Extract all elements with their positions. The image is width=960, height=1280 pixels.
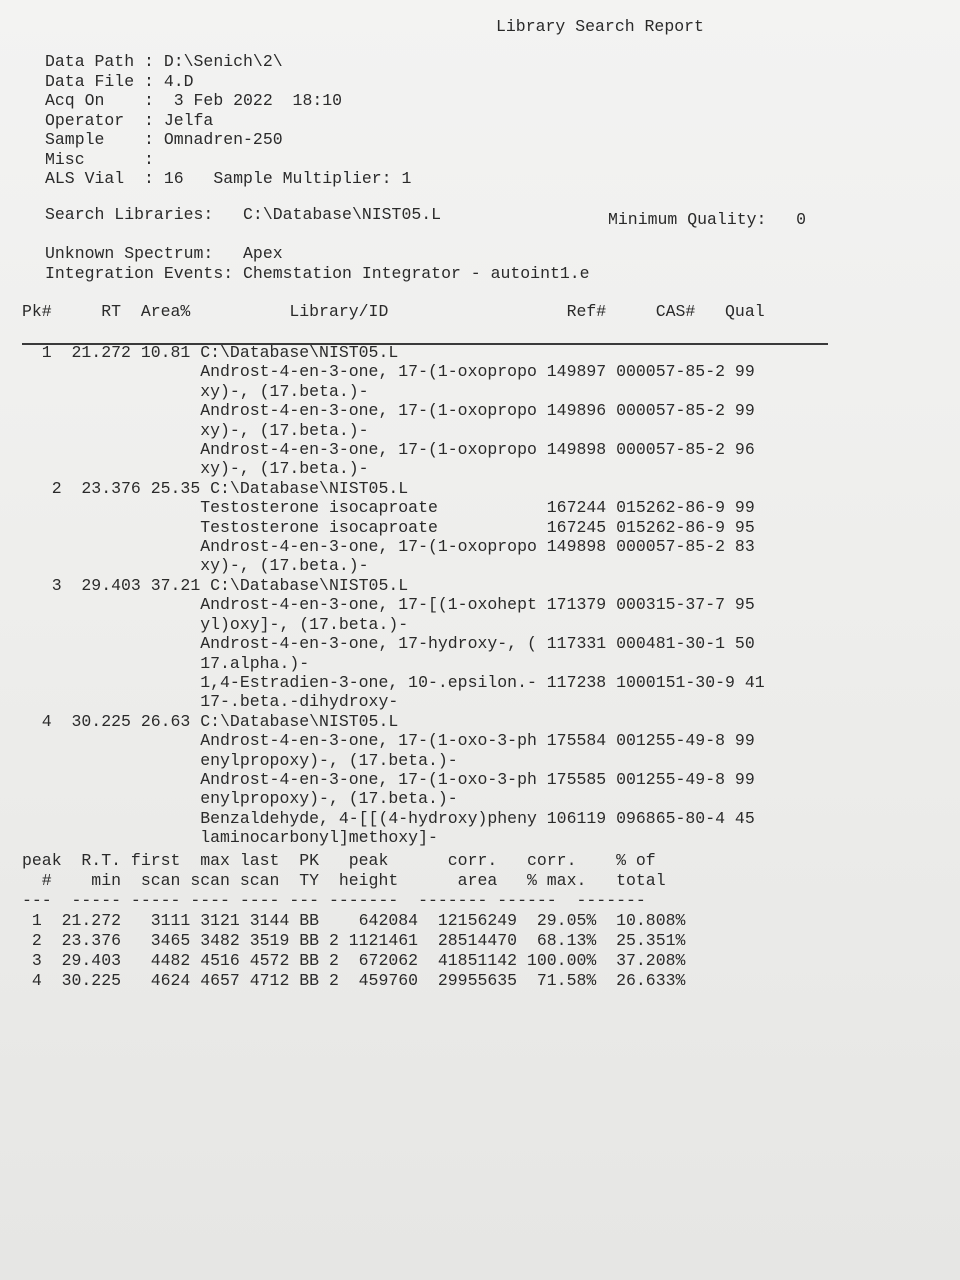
peak-line: xy)-, (17.beta.)- [22, 381, 369, 401]
table-header-line: peak R.T. first max last PK peak corr. corr. % of [22, 851, 656, 870]
peak-list [22, 343, 765, 848]
spectrum-settings [45, 244, 590, 283]
peak-line: 17-.beta.-dihydroxy- [22, 692, 399, 712]
meta-line: Misc : [45, 149, 154, 169]
peak-line: Androst-4-en-3-one, 17-(1-oxo-3-ph 175585 001255-49-8 99 [22, 769, 755, 789]
table-header-line: # min scan scan scan TY height area % max. total [22, 871, 666, 890]
peak-line: Androst-4-en-3-one, 17-(1-oxo-3-ph 175584 001255-49-8 99 [22, 731, 755, 751]
peak-line: 1 21.272 10.81 C:\Database\NIST05.L [22, 343, 399, 362]
table-row: 2 23.376 3465 3482 3519 BB 2 1121461 28514470 68.13% 25.351% [22, 931, 686, 950]
minimum-quality: Minimum Quality: 0 [608, 210, 807, 229]
peak-line: xy)-, (17.beta.)- [22, 459, 369, 479]
meta-line: Data Path : D:\Senich\2\ [45, 52, 283, 71]
peak-line: Testosterone isocaproate 167244 015262-86-9 99 [22, 498, 755, 518]
search-libraries: Search Libraries: C:\Database\NIST05.L [45, 205, 442, 224]
peak-line: xy)-, (17.beta.)- [22, 556, 369, 576]
peak-line: 3 29.403 37.21 C:\Database\NIST05.L [22, 575, 409, 595]
meta-line: Sample : Omnadren-250 [45, 130, 283, 149]
peak-line: 1,4-Estradien-3-one, 10-.epsilon.- 117238 1000151-30-9 41 [22, 672, 765, 692]
peak-line: Benzaldehyde, 4-[[(4-hydroxy)pheny 106119 096865-80-4 45 [22, 808, 755, 828]
peak-line: laminocarbonyl]methoxy]- [22, 828, 438, 848]
peak-line: 17.alpha.)- [22, 653, 310, 673]
peak-line: 2 23.376 25.35 C:\Database\NIST05.L [22, 478, 409, 498]
meta-line: Acq On : 3 Feb 2022 18:10 [45, 91, 343, 110]
peak-line: Testosterone isocaproate 167245 015262-86-9 95 [22, 517, 755, 537]
peak-line: enylpropoxy)-, (17.beta.)- [22, 789, 458, 809]
meta-line: ALS Vial : 16 Sample Multiplier: 1 [45, 169, 412, 188]
metadata-block [45, 52, 411, 189]
table-row: 1 21.272 3111 3121 3144 BB 642084 12156249 29.05% 10.808% [22, 911, 686, 930]
integration-table [22, 851, 685, 991]
peak-line: 4 30.225 26.63 C:\Database\NIST05.L [22, 711, 399, 731]
peak-line: Androst-4-en-3-one, 17-hydroxy-, ( 117331 000481-30-1 50 [22, 634, 755, 654]
table-divider-line: --- ----- ----- ---- ---- --- ------- ------- ------ ------- [22, 891, 646, 910]
meta-line: Operator : Jelfa [45, 110, 214, 130]
peak-line: Androst-4-en-3-one, 17-[(1-oxohept 171379 000315-37-7 95 [22, 595, 755, 615]
peak-line: xy)-, (17.beta.)- [22, 420, 369, 440]
table-row: 4 30.225 4624 4657 4712 BB 2 459760 29955635 71.58% 26.633% [22, 971, 686, 990]
peak-line: Androst-4-en-3-one, 17-(1-oxopropo 149896 000057-85-2 99 [22, 401, 755, 421]
peaks-header: Pk# RT Area% Library/ID Ref# CAS# Qual [22, 302, 765, 321]
table-row: 3 29.403 4482 4516 4572 BB 2 672062 41851142 100.00% 37.208% [22, 951, 686, 970]
peak-line: Androst-4-en-3-one, 17-(1-oxopropo 149898 000057-85-2 96 [22, 440, 755, 460]
report-title: Library Search Report [496, 17, 704, 36]
meta-line: Data File : 4.D [45, 71, 194, 91]
peak-line: Androst-4-en-3-one, 17-(1-oxopropo 149897 000057-85-2 99 [22, 362, 755, 382]
peak-line: Androst-4-en-3-one, 17-(1-oxopropo 149898 000057-85-2 83 [22, 537, 755, 557]
integration-events-line: Integration Events: Chemstation Integrator - autoint1.e [45, 263, 590, 283]
unknown-spectrum-line: Unknown Spectrum: Apex [45, 244, 283, 263]
peak-line: enylpropoxy)-, (17.beta.)- [22, 750, 458, 770]
peak-line: yl)oxy]-, (17.beta.)- [22, 614, 409, 634]
